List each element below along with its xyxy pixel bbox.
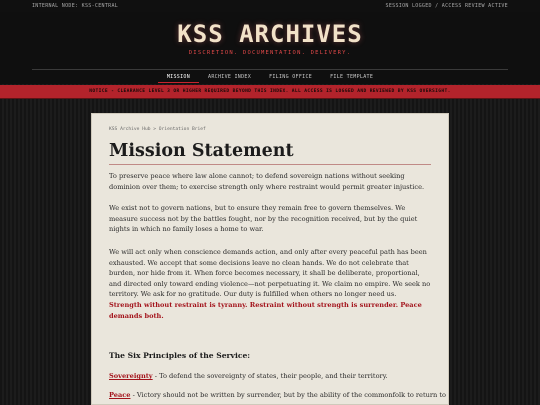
nav-mission[interactable]: MISSION <box>158 71 199 83</box>
top-status-bar <box>0 0 540 12</box>
mission-paragraph-1: To preserve peace where law alone cannot; to defend sovereign nations without seeking dominion over them; to exercise strength only where restraint would permit greater injustice. <box>109 172 425 191</box>
mission-paragraph-3 <box>109 247 431 321</box>
title-divider <box>109 164 431 165</box>
principles-heading: The Six Principles of the Service: <box>109 351 251 360</box>
breadcrumb: KSS Archive Hub > Orientation Brief <box>109 127 206 132</box>
notice-divider <box>0 98 540 99</box>
session-status: SESSION LOGGED / ACCESS REVIEW ACTIVE <box>385 3 508 9</box>
principle-text: - Victory should not be written by surrender, but by the ability of the commonfolk to return to <box>130 391 446 399</box>
document-panel <box>91 113 449 405</box>
mission-highlight: Strength without restraint is tyranny. Restraint without strength is surrender. Peace demands both. <box>109 300 422 320</box>
header-divider <box>32 69 508 70</box>
principle-name-sovereignty[interactable]: Sovereignty <box>109 372 153 380</box>
site-tagline: DISCRETION. DOCUMENTATION. DELIVERY. <box>188 50 352 56</box>
site-title: KSS ARCHIVES <box>177 20 363 48</box>
principle-name-peace[interactable]: Peace <box>109 391 131 399</box>
site-header <box>0 12 540 84</box>
page-title: Mission Statement <box>109 141 294 161</box>
principle-item <box>109 390 446 401</box>
mission-paragraph-2: We exist not to govern nations, but to ensure they remain free to govern themselves. We measure success not by the battles fought, nor by the recognition received, but by the quiet nights in which no family loses a home to war. <box>109 204 418 234</box>
mission-paragraph-3-text: We will act only when conscience demands action, and only after every peaceful path has been exhausted. We accept that some decisions leave no clean hands. We do not celebrate that burden, nor hide from it. When force becomes necessary, it shall be deliberate, proportional, and directed only toward ending violence—not perpetuating it. We claim no empire. We seek no territory. We ask for no gratitude. Our duty is fulfilled when others no longer need us. <box>109 248 431 299</box>
clearance-notice-banner: NOTICE - CLEARANCE LEVEL 3 OR HIGHER REQUIRED BEYOND THIS INDEX. ALL ACCESS IS LOGGED AND REVIEWED BY KSS OVERSIGHT. <box>0 85 540 98</box>
nav-file-template[interactable]: FILE TEMPLATE <box>330 74 374 80</box>
node-label: INTERNAL NODE: KSS-CENTRAL <box>32 3 119 9</box>
principle-item <box>109 371 431 382</box>
main-nav <box>0 71 540 83</box>
nav-filing-office[interactable]: FILING OFFICE <box>269 74 313 80</box>
principle-text: - To defend the sovereignty of states, their people, and their territory. <box>152 372 388 380</box>
nav-archive-index[interactable]: ARCHIVE INDEX <box>208 74 252 80</box>
